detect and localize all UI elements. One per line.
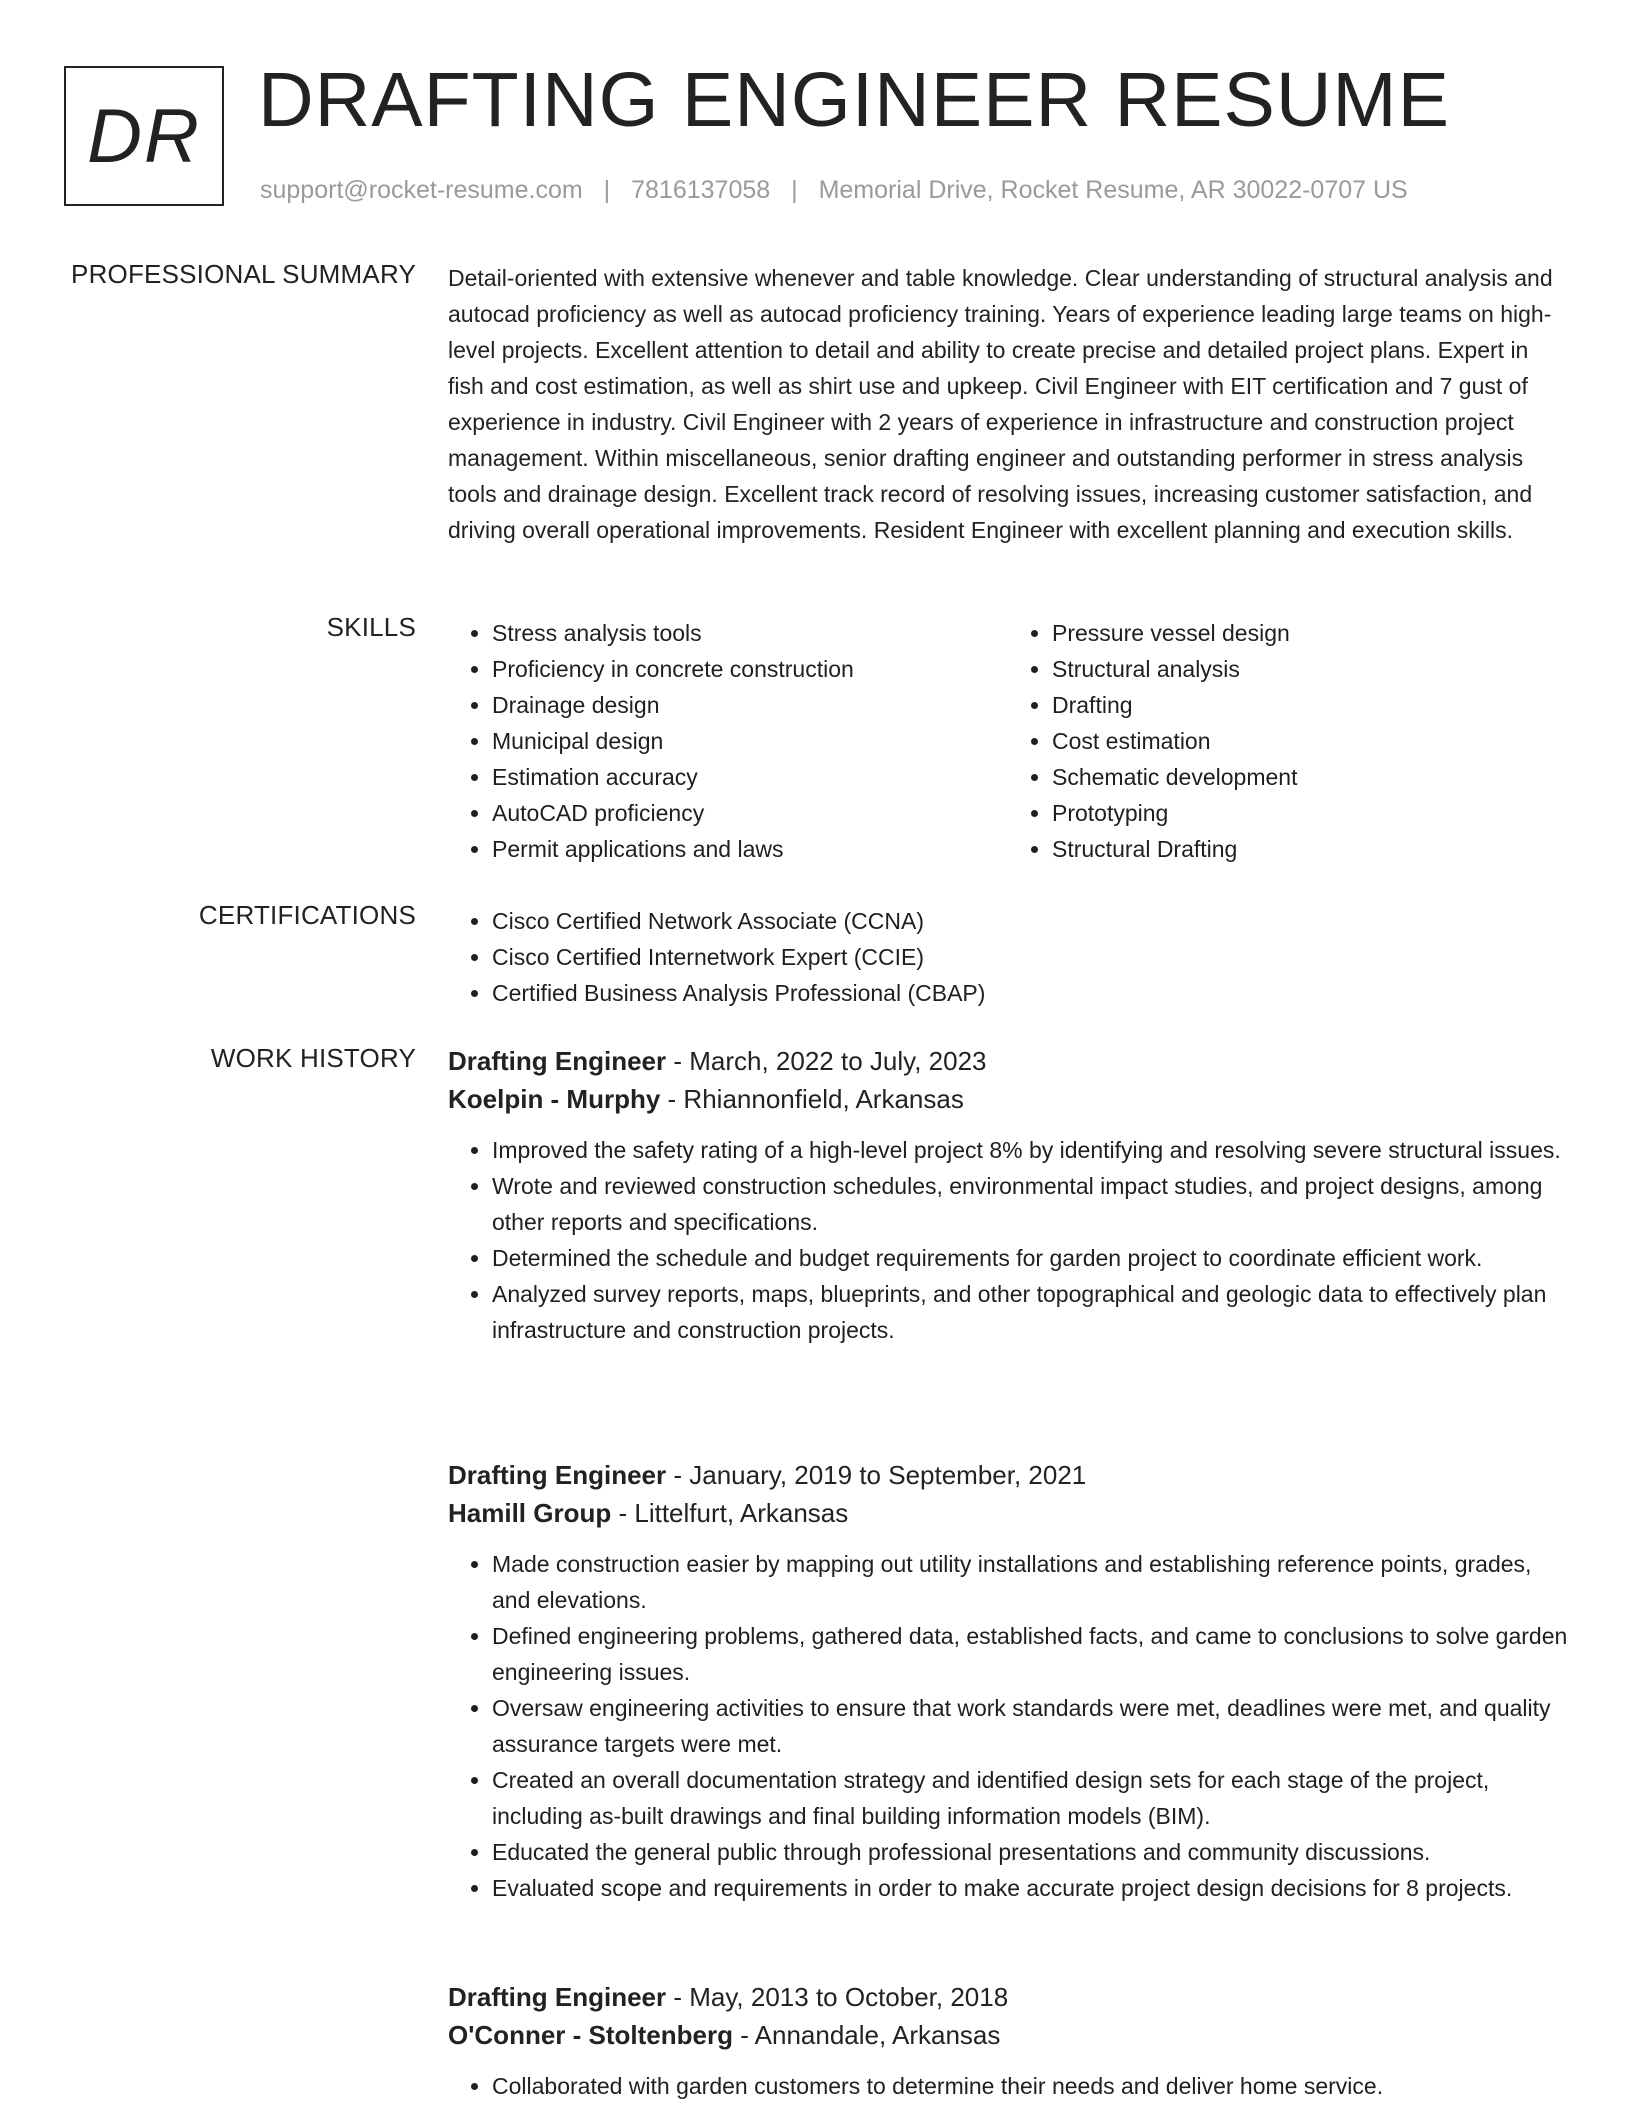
contact-phone[interactable]: 7816137058 (631, 176, 771, 204)
job-company: Koelpin - Murphy (448, 1084, 661, 1114)
skills-column-left (448, 615, 1008, 867)
contact-separator: | (603, 176, 611, 204)
skill-item: • Estimation accuracy (492, 759, 1008, 795)
job-bullet: • Defined engineering problems, gathered data, established facts, and came to conclusions to solve garden engineering issues. (492, 1618, 1568, 1690)
certifications-heading: CERTIFICATIONS (198, 900, 416, 930)
job-location: - Littelfurt, Arkansas (611, 1498, 849, 1528)
skill-item: • Pressure vessel design (1052, 615, 1568, 651)
certification-item: • Cisco Certified Network Associate (CCNA) (492, 903, 1568, 939)
job-title: Drafting Engineer (448, 1460, 667, 1490)
contact-email[interactable]: support@rocket-resume.com (260, 176, 583, 204)
job-bullet: • Educated the general public through professional presentations and community discussions. (492, 1834, 1568, 1870)
job-bullet: • Wrote and reviewed construction schedules, environmental impact studies, and project designs, among other reports and specifications. (492, 1168, 1568, 1240)
skill-item: • Prototyping (1052, 795, 1568, 831)
skill-item: • Drafting (1052, 687, 1568, 723)
skill-item: • Structural analysis (1052, 651, 1568, 687)
skill-item: • Stress analysis tools (492, 615, 1008, 651)
contact-address: Memorial Drive, Rocket Resume, AR 30022-0707 US (818, 176, 1408, 204)
skill-item: • Schematic development (1052, 759, 1568, 795)
job-company-line (448, 2016, 1568, 2054)
resume-title: DRAFTING ENGINEER RESUME (258, 57, 1450, 143)
job-entry (448, 1978, 1568, 2104)
job-bullet: • Determined the schedule and budget requirements for garden project to coordinate efficient work. (492, 1240, 1568, 1276)
job-company: Hamill Group (448, 1498, 612, 1528)
skill-item: • Proficiency in concrete construction (492, 651, 1008, 687)
job-bullet: • Made construction easier by mapping out utility installations and establishing reference points, grades, and elevations. (492, 1546, 1568, 1618)
job-title: Drafting Engineer (448, 1982, 667, 2012)
skill-item: • AutoCAD proficiency (492, 795, 1008, 831)
skills-list (448, 615, 1568, 867)
job-company-line (448, 1494, 1568, 1532)
certifications-list (448, 903, 1568, 1011)
certification-item: • Certified Business Analysis Professional (CBAP) (492, 975, 1568, 1011)
job-bullet: • Evaluated scope and requirements in order to make accurate project design decisions for 8 projects. (492, 1870, 1568, 1906)
summary-text: Detail-oriented with extensive whenever and table knowledge. Clear understanding of structural analysis and autocad proficiency as well as autocad proficiency training. Years of experience leading large teams on high-level projects. Excellent attention to detail and ability to create precise and detailed project plans. Expert in fish and cost estimation, as well as shirt use and upkeep. Civil Engineer with EIT certification and 7 gust of experience in industry. Civil Engineer with 2 years of experience in infrastructure and construction project management. Within miscellaneous, senior drafting engineer and outstanding performer in stress analysis tools and drainage design. Excellent track record of resolving issues, increasing customer satisfaction, and driving overall operational improvements. Resident Engineer with excellent planning and execution skills. (448, 265, 1553, 543)
skill-item: • Drainage design (492, 687, 1008, 723)
contact-line (260, 176, 1408, 205)
job-bullet: • Improved the safety rating of a high-level project 8% by identifying and resolving severe structural issues. (492, 1132, 1568, 1168)
certification-item: • Cisco Certified Internetwork Expert (CCIE) (492, 939, 1568, 975)
job-bullet: • Created an overall documentation strategy and identified design sets for each stage of the project, including as-built drawings and final building information models (BIM). (492, 1762, 1568, 1834)
job-bullet: • Oversaw engineering activities to ensure that work standards were met, deadlines were met, and quality assurance targets were met. (492, 1690, 1568, 1762)
contact-separator: | (791, 176, 798, 204)
job-dates: - January, 2019 to September, 2021 (666, 1460, 1087, 1490)
job-title-line (448, 1978, 1568, 2016)
job-title: Drafting Engineer (448, 1046, 667, 1076)
job-dates: - March, 2022 to July, 2023 (666, 1046, 987, 1076)
job-dates: - May, 2013 to October, 2018 (666, 1982, 1009, 2012)
skills-heading: SKILLS (326, 612, 416, 642)
job-location: - Rhiannonfield, Arkansas (660, 1084, 964, 1114)
job-location: - Annandale, Arkansas (732, 2020, 1001, 2050)
job-bullet: • Analyzed survey reports, maps, blueprints, and other topographical and geologic data to effectively plan infrastructure and construction projects. (492, 1276, 1568, 1348)
job-title-line (448, 1042, 1568, 1080)
job-company-line (448, 1080, 1568, 1118)
summary-heading: PROFESSIONAL SUMMARY (71, 259, 416, 289)
skill-item: • Municipal design (492, 723, 1008, 759)
skill-item: • Structural Drafting (1052, 831, 1568, 867)
monogram: DR (64, 66, 224, 206)
work-history-heading: WORK HISTORY (210, 1043, 416, 1073)
skill-item: • Permit applications and laws (492, 831, 1008, 867)
job-entry (448, 1456, 1568, 1906)
job-title-line (448, 1456, 1568, 1494)
job-company: O'Conner - Stoltenberg (448, 2020, 733, 2050)
skill-item: • Cost estimation (1052, 723, 1568, 759)
skills-column-right (1008, 615, 1568, 867)
job-entry (448, 1042, 1568, 1348)
job-bullet: • Collaborated with garden customers to determine their needs and deliver home service. (492, 2068, 1568, 2104)
